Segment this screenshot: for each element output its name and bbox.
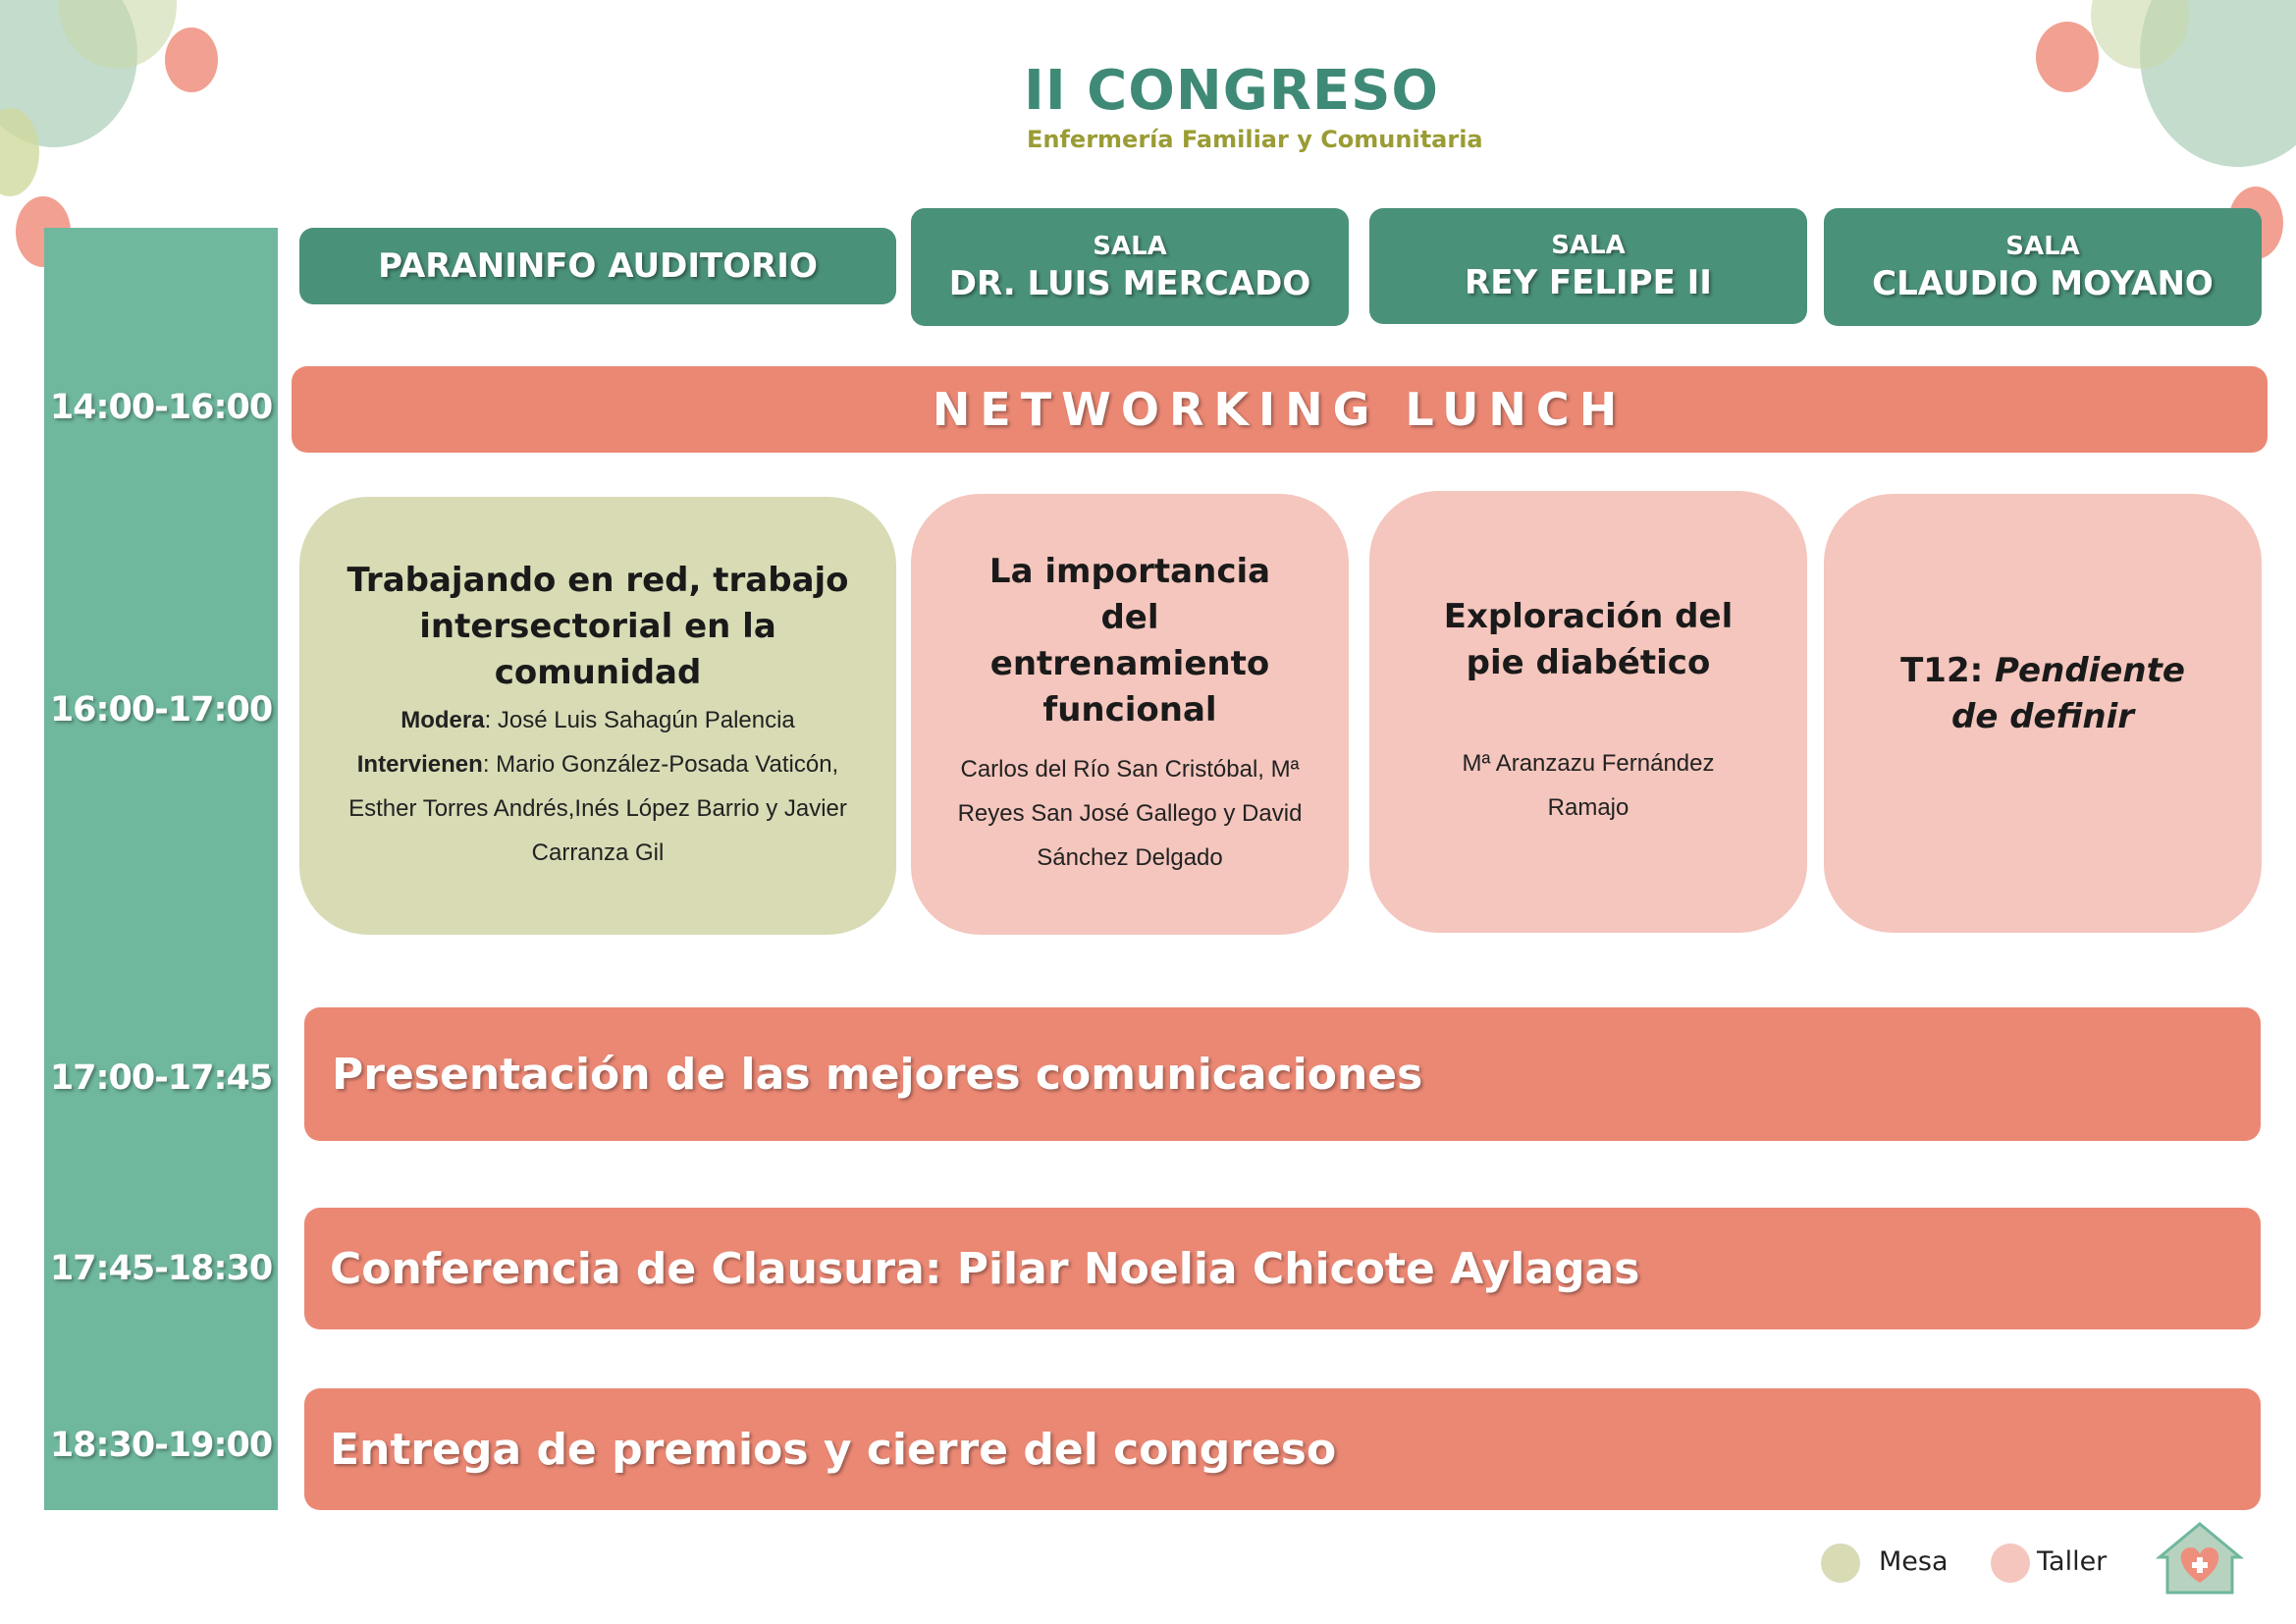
session-people: Carlos del Río San Cristóbal, Mª Reyes San José Gallego y David Sánchez Delgado [957, 756, 1303, 871]
moderator: : José Luis Sahagún Palencia [484, 706, 795, 733]
plenary-title: Conferencia de Clausura: Pilar Noelia Chicote Aylagas [330, 1243, 1640, 1294]
session-card-taller [1824, 494, 2262, 933]
room-header-paraninfo [299, 228, 896, 304]
session-card-mesa [299, 497, 896, 935]
modera-label: Modera [400, 706, 485, 733]
plenary-title: Entrega de premios y cierre del congreso [330, 1424, 1337, 1475]
plenary-title: Presentación de las mejores comunicaciones [332, 1049, 1423, 1100]
plenary-bar [304, 1208, 2261, 1329]
legend-mesa-label: Mesa [1879, 1546, 1949, 1577]
session-title: Exploración del pie diabético [1443, 597, 1734, 682]
speakers: : Mario González-Posada Vaticón, Esther Torres Andrés,Inés López Barrio y Javier Carranza Gil [348, 750, 847, 866]
room-prefix: SALA [1093, 232, 1167, 261]
plenary-bar [304, 1388, 2261, 1510]
networking-lunch-label: NETWORKING LUNCH [932, 383, 1628, 436]
session-card-taller [911, 494, 1349, 935]
networking-lunch-bar [292, 366, 2268, 453]
decorative-dot [165, 27, 218, 92]
room-name: REY FELIPE II [1465, 263, 1712, 302]
congress-subtitle: Enfermería Familiar y Comunitaria [1027, 126, 1483, 153]
congress-logo-icon [2156, 1520, 2244, 1598]
session-title-pending: Pendiente de definir [1950, 650, 2185, 736]
legend-mesa-swatch [1821, 1543, 1860, 1583]
congress-title: II CONGRESO [1024, 59, 1440, 123]
time-slot: 17:45-18:30 [49, 1249, 273, 1288]
time-slot: 18:30-19:00 [49, 1426, 273, 1465]
session-people [339, 698, 857, 875]
session-title [1883, 648, 2203, 740]
room-header-rey-felipe [1369, 208, 1807, 324]
intervienen-label: Intervienen [356, 750, 483, 778]
legend-taller-label: Taller [2037, 1546, 2108, 1577]
session-title: La importancia del entrenamiento funcional [988, 552, 1271, 730]
plenary-bar [304, 1007, 2261, 1141]
room-name: PARANINFO AUDITORIO [378, 246, 818, 286]
room-header-claudio-moyano [1824, 208, 2262, 326]
session-title: Trabajando en red, trabajo intersectorial en la comunidad [347, 560, 849, 692]
room-header-luis-mercado [911, 208, 1349, 326]
time-slot: 16:00-17:00 [49, 690, 273, 730]
session-code: T12: [1900, 650, 1984, 690]
time-slot: 14:00-16:00 [49, 388, 273, 427]
room-prefix: SALA [2005, 232, 2080, 261]
legend-taller-swatch [1991, 1543, 2030, 1583]
room-name: CLAUDIO MOYANO [1872, 264, 2214, 303]
session-card-taller [1369, 491, 1807, 933]
room-prefix: SALA [1551, 231, 1626, 260]
room-name: DR. LUIS MERCADO [948, 264, 1311, 303]
time-slot: 17:00-17:45 [49, 1058, 273, 1098]
session-people: Mª Aranzazu Fernández Ramajo [1462, 750, 1715, 821]
decorative-dot [2036, 22, 2099, 92]
